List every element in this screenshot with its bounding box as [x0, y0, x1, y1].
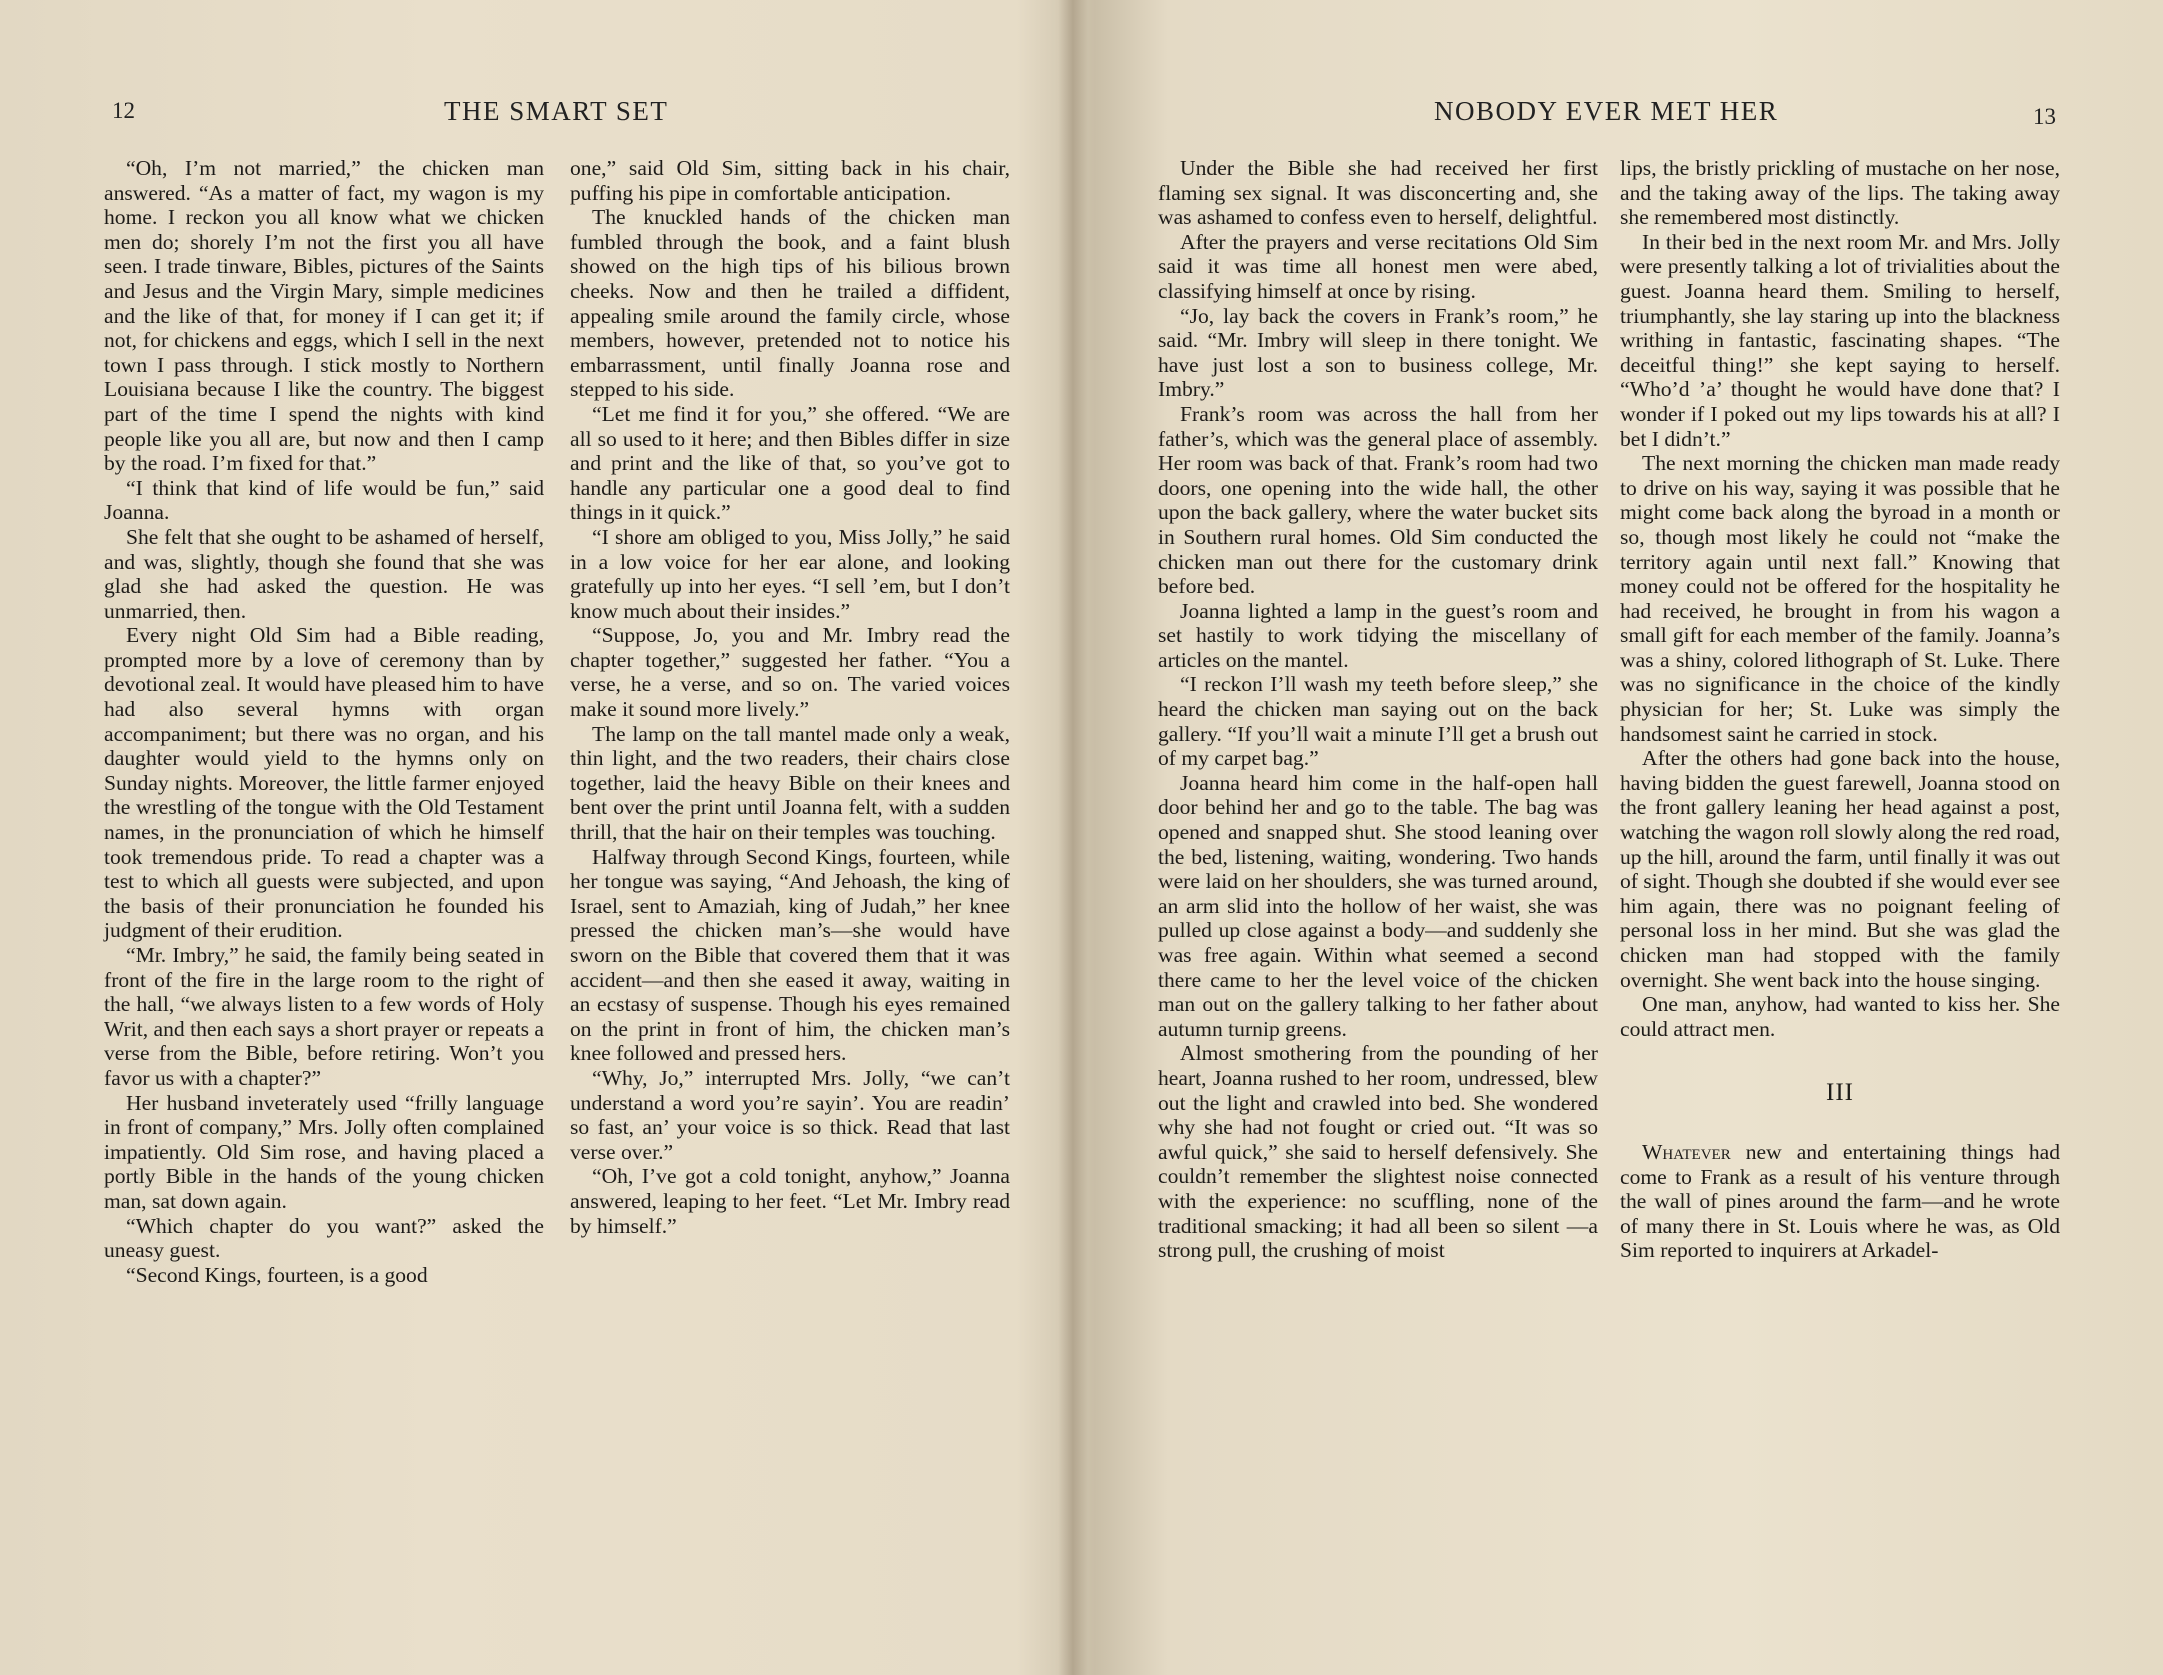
paragraph: The knuckled hands of the chicken man fumbled through the book, and a faint blush showed on the high tips of his bilious brown cheeks. Now and then he trailed a diffident, appealing smile around the family circle, whose members, however, pretended not to notice his embarrassment, until finally Joanna rose and stepped to his side.: [570, 205, 1010, 402]
paragraph: Joanna heard him come in the half-open hall door behind her and go to the table. The bag was opened and snapped shut. She stood leaning over the bed, listening, waiting, wondering. Two hands were laid on her shoulders, she was turned around, an arm slid into the hollow of her waist, she was pulled up close against a body—and suddenly she was free again. Within what seemed a second there came to her the level voice of the chicken man out on the gallery talking to her father about autumn turnip greens.: [1158, 770, 1598, 1041]
paragraph: Her husband inveterately used “frilly language in front of company,” Mrs. Jolly often complained impatiently. Old Sim rose, and having placed a portly Bible in the hands of the young chicken man, sat down again.: [104, 1090, 544, 1213]
paragraph: “Which chapter do you want?” asked the uneasy guest.: [104, 1213, 544, 1263]
paragraph: “Oh, I’m not married,” the chicken man answered. “As a matter of fact, my wagon is my home. I reckon you all know what we chicken men do; shorely I’m not the first you all have seen. I trade tinware, Bibles, pictures of the Saints and Jesus and the Virgin Mary, simple medicines and the like of that, for money if I can get it; if not, for chickens and eggs, which I sell in the next town I pass through. I stick mostly to Northern Louisiana because I like the country. The biggest part of the time I spend the nights with kind people like you all are, but now and then I camp by the road. I’m fixed for that.”: [104, 156, 544, 476]
paragraph: “Jo, lay back the covers in Frank’s room,” he said. “Mr. Imbry will sleep in there tonight. We have just lost a son to business college, Mr. Imbry.”: [1158, 303, 1598, 402]
page-number-left: 12: [112, 98, 135, 123]
section-lead-text: new and entertaining things had come to Frank as a result of his venture through the wall of pines around the farm—and he wrote of many there in St. Louis where he was, as Old Sim reported to inquirers at Arkadel-: [1620, 1139, 2060, 1263]
page-number-right: 13: [2033, 104, 2056, 129]
paragraph: “Suppose, Jo, you and Mr. Imbry read the chapter together,” suggested her father. “You a verse, he a verse, and so on. The varied voices make it sound more lively.”: [570, 623, 1010, 722]
right-column-1: [1158, 156, 1598, 1263]
paragraph: Under the Bible she had received her first flaming sex signal. It was disconcerting and, she was ashamed to confess even to herself, delightful.: [1158, 156, 1598, 230]
paragraph: [1620, 1140, 2060, 1263]
paragraph: Halfway through Second Kings, fourteen, while her tongue was saying, “And Jehoash, the king of Israel, sent to Amaziah, king of Judah,” her knee pressed the chicken man’s—she would have sworn on the Bible that covered them that it was accident—and then she eased it away, waiting in an ecstasy of suspense. Though his eyes remained on the print in front of him, the chicken man’s knee followed and pressed hers.: [570, 844, 1010, 1066]
paragraph: She felt that she ought to be ashamed of herself, and was, slightly, though she found that she was glad she had asked the question. He was unmarried, then.: [104, 524, 544, 623]
right-page: [1080, 0, 2163, 1675]
left-column-2: [570, 156, 1010, 1238]
right-column-2: [1620, 156, 2060, 1263]
running-head-left: THE SMART SET: [444, 96, 669, 126]
paragraph: lips, the bristly prickling of mustache on her nose, and the taking away of the lips. The taking away she remembered most distinctly.: [1620, 156, 2060, 230]
paragraph: After the others had gone back into the house, having bidden the guest farewell, Joanna stood on the front gallery leaning her head against a post, watching the wagon roll slowly along the red road, up the hill, around the farm, until finally it was out of sight. Though she doubted if she would ever see him again, there was no poignant feeling of personal loss in her mind. But she was glad the chicken man had stopped with the family overnight. She went back into the house singing.: [1620, 746, 2060, 992]
paragraph: “Second Kings, fourteen, is a good: [126, 1262, 428, 1287]
paragraph: One man, anyhow, had wanted to kiss her. She could attract men.: [1620, 992, 2060, 1041]
left-column-1: [104, 156, 544, 1287]
paragraph: “I reckon I’ll wash my teeth before sleep,” she heard the chicken man saying out on the back gallery. “If you’ll wait a minute I’ll get a brush out of my carpet bag.”: [1158, 672, 1598, 771]
running-head-right: NOBODY EVER MET HER: [1434, 96, 1779, 126]
paragraph: “I think that kind of life would be fun,” said Joanna.: [104, 475, 544, 525]
section-heading: III: [1826, 1079, 1854, 1107]
paragraph: Almost smothering from the pounding of her heart, Joanna rushed to her room, undressed, blew out the light and crawled into bed. She wondered why she had not fought or cried out. “It was so awful quick,” she said to herself defensively. She couldn’t remember the slightest noise connected with the experience: no scuffling, none of the traditional smacking; it had all been so silent —a strong pull, the crushing of moist: [1158, 1041, 1598, 1263]
paragraph: After the prayers and verse recitations Old Sim said it was time all honest men were abed, classifying himself at once by rising.: [1158, 229, 1598, 303]
paragraph: Joanna lighted a lamp in the guest’s room and set hastily to work tidying the miscellany of articles on the mantel.: [1158, 598, 1598, 672]
paragraph: The next morning the chicken man made ready to drive on his way, saying it was possible that he might come back along the byroad in a month or so, though most likely he could not “make the territory again until next fall.” Knowing that money could not be offered for the hospitality he had received, he brought in from his wagon a small gift for each member of the family. Joanna’s was a shiny, colored lithograph of St. Luke. There was no significance in the choice of the kindly physician for her; St. Luke was simply the handsomest saint he carried in stock.: [1620, 451, 2060, 746]
paragraph: The lamp on the tall mantel made only a weak, thin light, and the two readers, their chairs close together, laid the heavy Bible on their knees and bent over the print until Joanna felt, with a sudden thrill, that the hair on their temples was touching.: [570, 721, 1010, 845]
paragraph: “Let me find it for you,” she offered. “We are all so used to it here; and then Bibles differ in size and print and the like of that, so you’ve got to handle any particular one a good deal to find things in it quick.”: [570, 401, 1010, 525]
paragraph: In their bed in the next room Mr. and Mrs. Jolly were presently talking a lot of trivialities about the guest. Joanna heard them. Smiling to herself, triumphantly, she lay staring up into the blackness writhing in fantastic, fascinating shapes. “The deceitful thing!” she kept saying to herself. “Who’d ’a’ thought he would have done that? I wonder if I poked out my lips towards his at all? I bet I didn’t.”: [1620, 229, 2060, 451]
paragraph: “Why, Jo,” interrupted Mrs. Jolly, “we can’t understand a word you’re sayin’. You are readin’ so fast, an’ your voice is so thick. Read that last verse over.”: [570, 1065, 1010, 1164]
section-lead-word: Whatever: [1642, 1139, 1731, 1164]
paragraph: Frank’s room was across the hall from her father’s, which was the general place of assembly. Her room was back of that. Frank’s room had two doors, one opening into the wide hall, the other upon the back gallery, where the water bucket sits in Southern rural homes. Old Sim conducted the chicken man out there for the customary drink before bed.: [1158, 401, 1598, 599]
paragraph: “Mr. Imbry,” he said, the family being seated in front of the fire in the large room to the right of the hall, “we always listen to a few words of Holy Writ, and then each says a short prayer or repeats a verse from the Bible, before retiring. Won’t you favor us with a chapter?”: [104, 943, 544, 1090]
paragraph: “I shore am obliged to you, Miss Jolly,” he said in a low voice for her ear alone, and looking gratefully up into her eyes. “I sell ’em, but I don’t know much about their insides.”: [570, 524, 1010, 623]
paragraph: one,” said Old Sim, sitting back in his chair, puffing his pipe in comfortable anticipation.: [570, 156, 1010, 205]
left-page: [0, 0, 1070, 1675]
paragraph: “Oh, I’ve got a cold tonight, anyhow,” Joanna answered, leaping to her feet. “Let Mr. Imbry read by himself.”: [570, 1164, 1010, 1238]
paragraph: Every night Old Sim had a Bible reading, prompted more by a love of ceremony than by devotional zeal. It would have pleased him to have had also several hymns with organ accompaniment; but there was no organ, and his daughter would yield to the hymns only on Sunday nights. Moreover, the little farmer enjoyed the wrestling of the tongue with the Old Testament names, in the pronunciation of which he himself took tremendous pride. To read a chapter was a test to which all guests were subjected, and upon the basis of their pronunciation he founded his judgment of their erudition.: [104, 623, 544, 943]
